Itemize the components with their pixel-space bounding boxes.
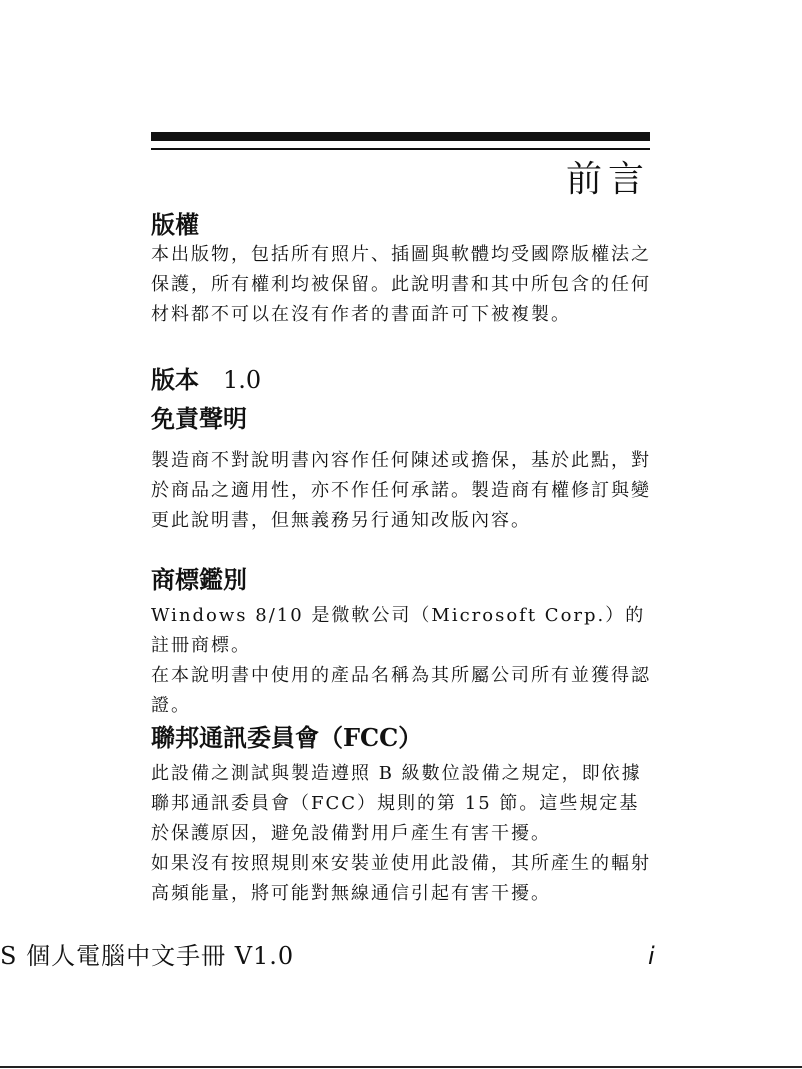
section-text-fcc <box>151 759 655 909</box>
section-heading-disclaimer: 免責聲明 <box>151 404 247 433</box>
trademarks-paragraph-1: Windows 8/10 是微軟公司（Microsoft Corp.）的註冊商標。 <box>151 605 646 656</box>
trademarks-paragraph-2: 在本說明書中使用的產品名稱為其所屬公司所有並獲得認證。 <box>151 665 651 716</box>
chapter-title: 前言 <box>565 159 650 200</box>
page-bottom-edge <box>0 1066 802 1068</box>
section-text-trademarks <box>151 601 655 721</box>
footer-page-number: i <box>648 942 655 970</box>
section-heading-trademarks: 商標鑑別 <box>151 565 247 594</box>
footer-manual-title: S 個人電腦中文手冊 V1.0 <box>0 942 295 970</box>
disclaimer-paragraph: 製造商不對說明書內容作任何陳述或擔保，基於此點，對於商品之適用性，亦不作任何承諾。製造商有權修訂與變更此說明書，但無義務另行通知改版內容。 <box>151 450 651 531</box>
version-number: 1.0 <box>223 366 262 394</box>
header-thin-rule <box>151 148 650 150</box>
section-heading-fcc: 聯邦通訊委員會（FCC） <box>151 723 423 752</box>
copyright-paragraph: 本出版物，包括所有照片、插圖與軟體均受國際版權法之保護，所有權利均被保留。此說明書和其中所包含的任何材料都不可以在沒有作者的書面許可下被複製。 <box>151 244 651 325</box>
header-thick-rule <box>151 132 650 141</box>
version-label: 版本 <box>151 365 199 394</box>
fcc-paragraph-1: 此設備之測試與製造遵照 B 級數位設備之規定，即依據聯邦通訊委員會（FCC）規則的第 15 節。這些規定基於保護原因，避免設備對用戶產生有害干擾。 <box>151 763 642 844</box>
section-text-disclaimer <box>151 446 655 536</box>
fcc-paragraph-2: 如果沒有按照規則來安裝並使用此設備，其所產生的輻射高頻能量，將可能對無線通信引起有害干擾。 <box>151 853 651 904</box>
section-text-copyright <box>151 240 655 330</box>
section-heading-version <box>151 365 261 395</box>
section-heading-copyright: 版權 <box>151 210 199 239</box>
